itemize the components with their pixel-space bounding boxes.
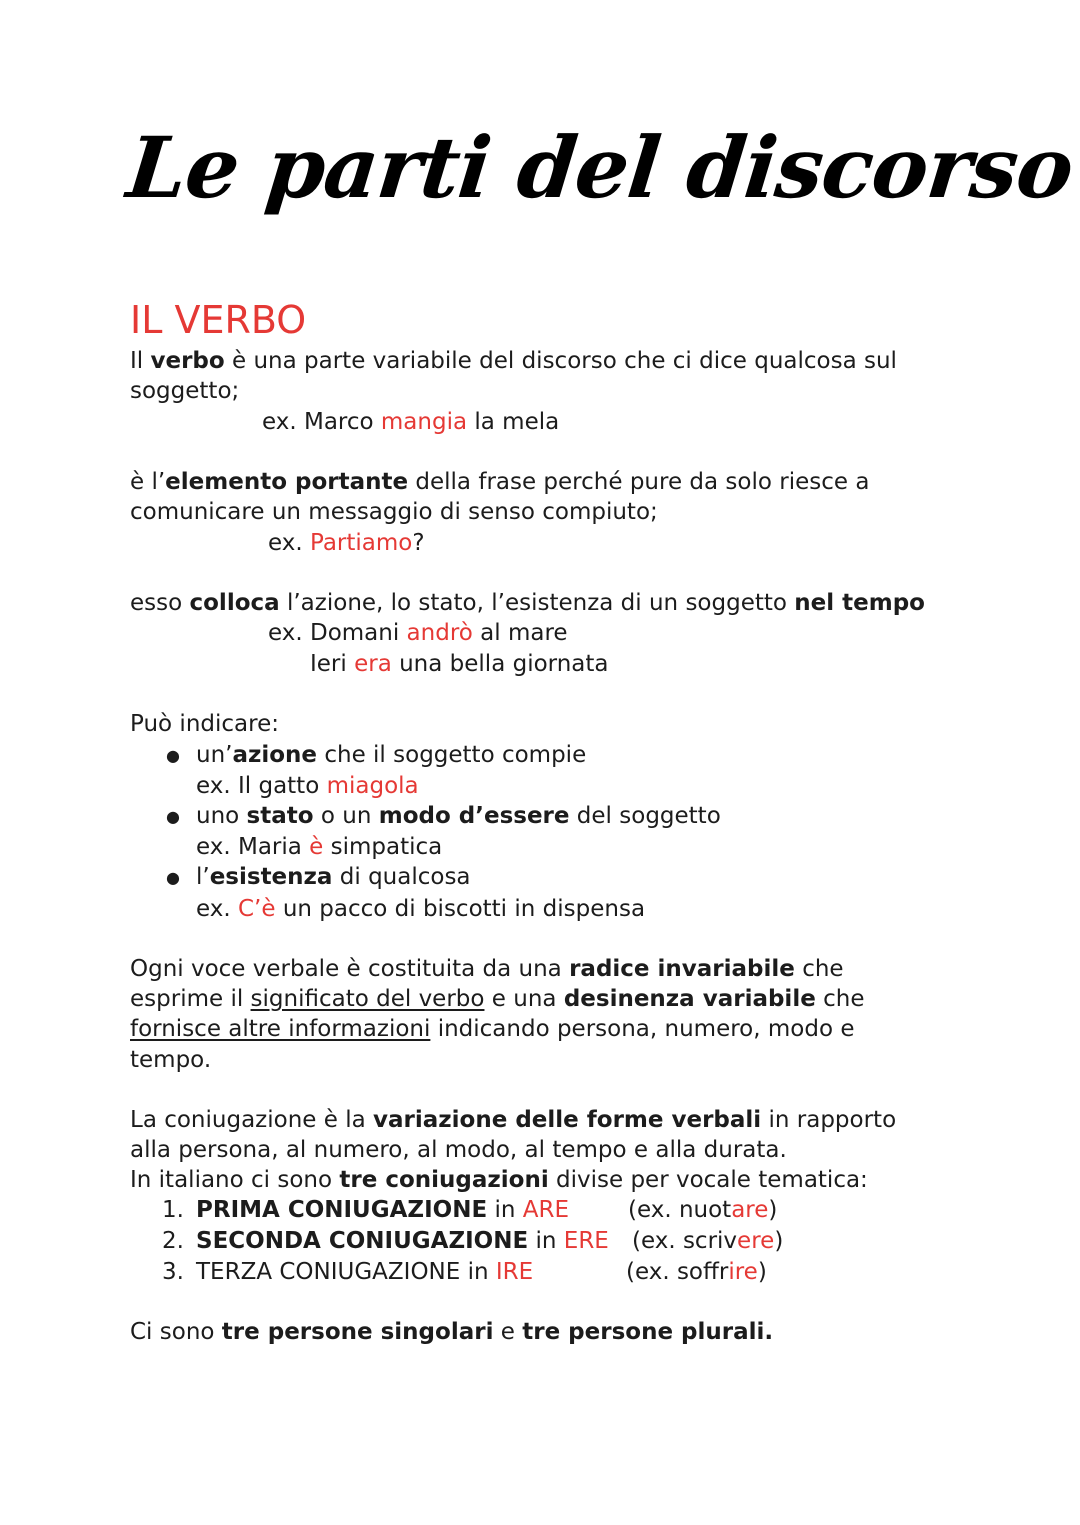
p2-example: ex. Partiamo? <box>268 530 425 556</box>
conjugation-item: PRIMA CONIUGAZIONE in ARE <box>196 1197 570 1223</box>
conjugation-example: (ex. nuotare) <box>628 1197 778 1223</box>
list-item: l’esistenza di qualcosa <box>196 864 471 890</box>
p2-line1: è l’elemento portante della frase perché pure da solo riesce a <box>130 469 870 495</box>
p3-example-1: ex. Domani andrò al mare <box>268 620 568 646</box>
p5-line4: tempo. <box>130 1047 212 1073</box>
list-item-example: ex. C’è un pacco di biscotti in dispensa <box>196 896 646 922</box>
p5-line3: fornisce altre informazioni indicando persona, numero, modo e <box>130 1016 855 1042</box>
p6-line1: La coniugazione è la variazione delle forme verbali in rapporto <box>130 1107 897 1133</box>
conjugation-item: TERZA CONIUGAZIONE in IRE <box>196 1259 534 1285</box>
conjugation-example: (ex. scrivere) <box>632 1228 784 1254</box>
list-number: 2. <box>162 1228 184 1254</box>
p5-line1: Ogni voce verbale è costituita da una radice invariabile che <box>130 956 844 982</box>
p5-line2: esprime il significato del verbo e una desinenza variabile che <box>130 986 865 1012</box>
p6-line2: alla persona, al numero, al modo, al tempo e alla durata. <box>130 1137 787 1163</box>
p1-line1: Il verbo è una parte variabile del discorso che ci dice qualcosa sul <box>130 348 897 374</box>
p7-line1: Ci sono tre persone singolari e tre persone plurali. <box>130 1319 774 1345</box>
list-item-example: ex. Maria è simpatica <box>196 834 443 860</box>
conjugation-item: SECONDA CONIUGAZIONE in ERE <box>196 1228 609 1254</box>
p1-example: ex. Marco mangia la mela <box>262 409 560 435</box>
p1-line2: soggetto; <box>130 378 240 404</box>
list-number: 1. <box>162 1197 184 1223</box>
bullet-dot: ● <box>166 868 180 887</box>
p2-line2: comunicare un messaggio di senso compiuto; <box>130 499 658 525</box>
list-number: 3. <box>162 1259 184 1285</box>
list-item: uno stato o un modo d’essere del soggetto <box>196 803 721 829</box>
p4-intro: Può indicare: <box>130 711 279 737</box>
conjugation-example: (ex. soffrire) <box>626 1259 767 1285</box>
bullet-dot: ● <box>166 807 180 826</box>
p3-example-2: Ieri era una bella giornata <box>310 651 609 677</box>
p6-line3: In italiano ci sono tre coniugazioni divise per vocale tematica: <box>130 1167 868 1193</box>
page-title: Le parti del discorso <box>122 118 1078 217</box>
p3-line1: esso colloca l’azione, lo stato, l’esistenza di un soggetto nel tempo <box>130 590 925 616</box>
bullet-dot: ● <box>166 746 180 765</box>
section-heading: IL VERBO <box>130 298 307 342</box>
list-item-example: ex. Il gatto miagola <box>196 773 419 799</box>
list-item: un’azione che il soggetto compie <box>196 742 587 768</box>
